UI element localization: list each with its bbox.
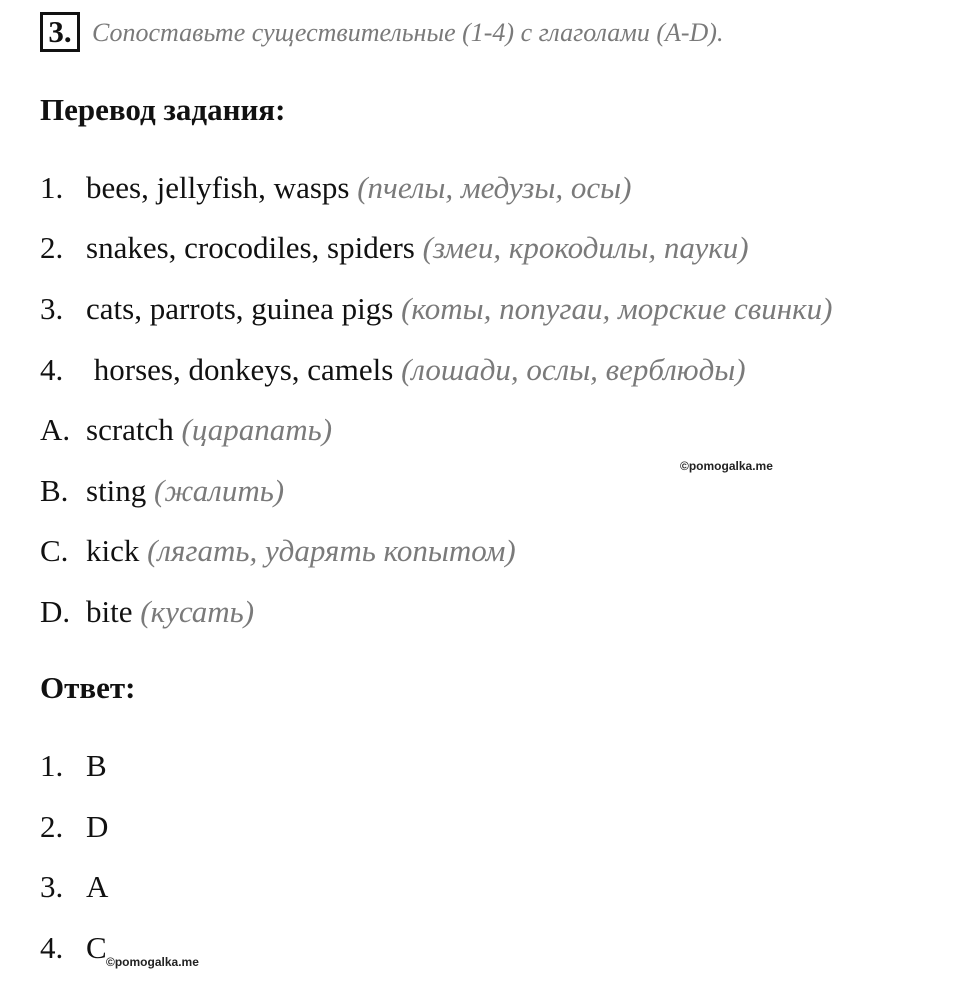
- task-number-box: 3.: [40, 12, 80, 52]
- answer-number: 3.: [40, 869, 64, 904]
- item-number: 4.: [40, 352, 64, 387]
- answer-row: [40, 869, 108, 905]
- answer-number: 1.: [40, 748, 64, 783]
- answer-number: 2.: [40, 809, 64, 844]
- item-text: horses, donkeys, camels: [86, 352, 394, 387]
- answer-value: D: [86, 809, 109, 844]
- item-text: bees, jellyfish, wasps: [86, 170, 350, 205]
- item-3: [40, 291, 832, 327]
- item-text: sting: [86, 473, 147, 508]
- answer-value: B: [86, 748, 107, 783]
- item-text: kick: [86, 533, 140, 568]
- item-letter: A.: [40, 412, 71, 447]
- item-text: scratch: [86, 412, 174, 447]
- answer-value: A: [86, 869, 109, 904]
- item-letter: D.: [40, 594, 71, 629]
- translation-heading: Перевод задания:: [40, 92, 286, 127]
- item-text: bite: [86, 594, 133, 629]
- item-b: [40, 473, 284, 509]
- item-c: [40, 533, 516, 569]
- item-translation: (коты, попугаи, морские свинки): [401, 291, 833, 326]
- item-4: [40, 352, 746, 388]
- item-translation: (пчелы, медузы, осы): [357, 170, 632, 205]
- answer-row: [40, 930, 107, 966]
- item-number: 2.: [40, 230, 64, 265]
- item-text: snakes, crocodiles, spiders: [86, 230, 415, 265]
- item-2: [40, 230, 749, 266]
- watermark: ©pomogalka.me: [680, 459, 773, 473]
- item-number: 3.: [40, 291, 64, 326]
- task-instruction: Сопоставьте существительные (1-4) с глаголами (A-D).: [92, 18, 724, 47]
- item-number: 1.: [40, 170, 64, 205]
- item-a: [40, 412, 332, 448]
- item-translation: (царапать): [181, 412, 333, 447]
- answer-value: C: [86, 930, 107, 965]
- item-translation: (лягать, ударять копытом): [147, 533, 516, 568]
- item-translation: (змеи, крокодилы, пауки): [422, 230, 749, 265]
- item-letter: B.: [40, 473, 69, 508]
- item-d: [40, 594, 254, 630]
- answer-row: [40, 748, 107, 784]
- item-1: [40, 170, 631, 206]
- answer-heading: Ответ:: [40, 670, 136, 705]
- answer-row: [40, 809, 108, 845]
- answer-number: 4.: [40, 930, 64, 965]
- item-translation: (кусать): [140, 594, 255, 629]
- item-translation: (жалить): [154, 473, 285, 508]
- item-letter: C.: [40, 533, 69, 568]
- item-text: cats, parrots, guinea pigs: [86, 291, 394, 326]
- watermark: ©pomogalka.me: [106, 955, 199, 969]
- item-translation: (лошади, ослы, верблюды): [401, 352, 746, 387]
